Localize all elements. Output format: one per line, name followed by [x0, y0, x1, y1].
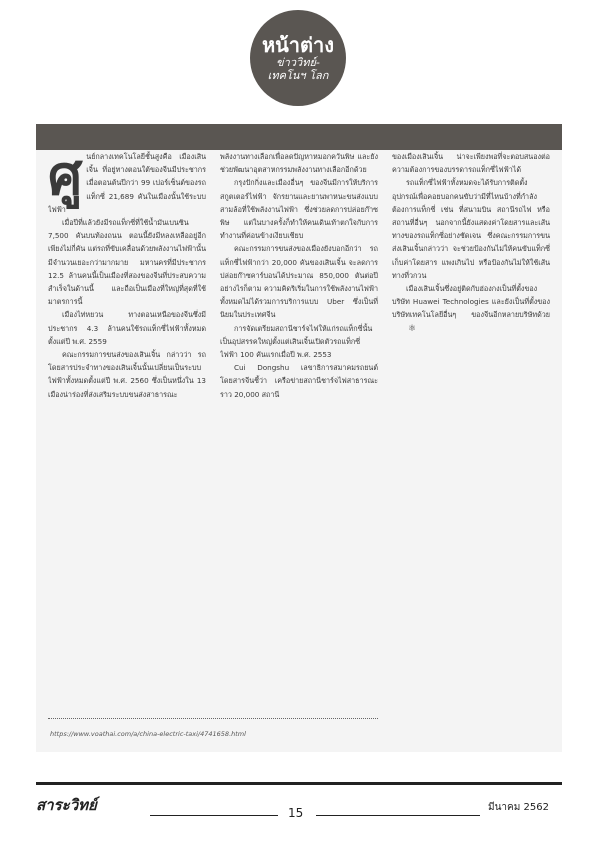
article-paragraph: รถแท็กซี่ไฟฟ้าทั้งหมดจะได้รับการติดตั้งอุปกรณ์เพื่อคอยบอกคนขับว่ามีที่ไหนบ้างที่กำลังต้องการแท็กซี่ เช่น ที่สนามบิน สถานีรถไฟ หรือสถานที่อื่นๆ นอกจากนี้ยังแสดงค่าโดยสารและเส้นทางของรถแท็กซี่อย่างชัดเจน ซึ่งคณะกรรมการขนส่งเสินเจิ้นกล่าวว่า จะช่วยป้องกันไม่ให้คนขับแท็กซี่เก็บค่าโดยสาร แพงเกินไป หรือป้องกันไม่ให้ใช้เส้นทางที่วกวน: [392, 178, 550, 280]
article-column-2: [220, 150, 378, 710]
page-number: 15: [288, 806, 304, 820]
footer-rule-right: [316, 815, 480, 816]
issue-date: มีนาคม 2562: [488, 802, 549, 813]
article-paragraph: เมืองไท่หยวน ทางตอนเหนือของจีนซึ่งมีประชากร 4.3 ล้านคนใช้รถแท็กซี่ไฟฟ้าทั้งหมดตั้งแต่ปี พ.ศ. 2559: [48, 310, 206, 346]
magazine-logo: สาระวิทย์: [36, 796, 97, 814]
article-paragraph: คณะกรรมการขนส่งของเมืองยังบอกอีกว่า รถแท็กซี่ไฟฟ้ากว่า 20,000 คันของเสินเจิ้น จะลดการปล่อยก๊าซคาร์บอนได้ประมาณ 850,000 ตันต่อปี อย่างไรก็ตาม ความคิดริเริ่มในการใช้พลังงานไฟฟ้าทั้งหมดไม่ได้รวมการบริการแบบ Uber ซึ่งเป็นที่นิยมในประเทศจีน: [220, 244, 378, 320]
article-column-1: [48, 150, 206, 710]
source-divider: [48, 718, 378, 719]
article-panel: [36, 124, 562, 752]
section-badge: [250, 10, 346, 106]
article-paragraph: ของเมืองเสินเจิ้น น่าจะเพียงพอที่จะตอบสนองต่อความต้องการของบรรดารถแท็กซี่ไฟฟ้าได้: [392, 152, 550, 175]
article-column-3: [392, 150, 550, 710]
article-paragraph: เมืองเสินเจิ้นซึ่งอยู่ติดกับฮ่องกงเป็นที่ตั้งของบริษัท Huawei Technologies และยังเป็นที่ตั้งของบริษัทเทคโนโลยีอื่นๆ ของจีนอีกหลายบริษัทด้วย⚛: [392, 282, 550, 336]
atom-icon: ⚛: [408, 323, 417, 334]
section-subtitle-1: ข่าววิทย์-: [276, 56, 320, 69]
article-paragraph: Cui Dongshu เลขาธิการสมาคมรถยนต์โดยสารจีนชี้ว่า เครือข่ายสถานีชาร์จไฟสาธารณะราว 20,000 สถานี: [220, 363, 378, 399]
dropcap: ศู: [48, 150, 83, 207]
footer-rule-left: [150, 815, 278, 816]
article-paragraph: พลังงานทางเลือกเพื่อลดปัญหาหมอกควันพิษ และยังช่วยพัฒนาอุตสาหกรรมพลังงานทางเลือกอีกด้วย: [220, 152, 378, 175]
footer-divider: [36, 782, 562, 785]
section-subtitle-2: เทคโนฯ โลก: [267, 69, 329, 82]
section-title: หน้าต่าง: [261, 33, 335, 57]
article-paragraph: กรุงปักกิ่งและเมืองอื่นๆ ของจีนมีการให้บริการสกูตเตอร์ไฟฟ้า จักรยานและยานพาหนะขนส่งแบบสามล้อที่ใช้พลังงานไฟฟ้า ซึ่งช่วยลดการปล่อยก๊าซพิษ แต่ในบางครั้งก็ทำให้คนเดินเท้าตกใจกับการทำงานที่ค่อนข้างเงียบเชียบ: [220, 178, 378, 241]
article-paragraph: เมื่อปีที่แล้วยังมีรถแท็กซี่ที่ใช้น้ำมันเบนซิน 7,500 คันบนท้องถนน ตอนนี้ยังมีหลงเหลืออยู่อีกเพียงไม่กี่คัน แต่รถที่ขับเคลื่อนด้วยพลังงานไฟฟ้านั้นมีจำนวนเยอะกว่ามากมาย มหานครที่มีประชากร 12.5 ล้านคนนี้เป็นเมืองที่สองของจีนที่ประสบความสำเร็จในด้านนี้ และถือเป็นเมืองที่ใหญ่ที่สุดที่ใช้มาตรการนี้: [48, 218, 206, 307]
article-paragraph: ศูนย์กลางเทคโนโลยีชั้นสูงคือ เมืองเสินเจิ้น ที่อยู่ทางตอนใต้ของจีนมีประชากรเมื่อตอนต้นปีกว่า 99 เปอร์เซ็นต์ของรถแท็กซี่ 21,689 คันในเมืองนั้นใช้ระบบไฟฟ้า: [48, 150, 206, 214]
source-link[interactable]: https://www.voathai.com/a/china-electric-taxi/4741658.html: [50, 730, 246, 738]
article-columns: [48, 150, 550, 710]
article-paragraph: คณะกรรมการขนส่งของเสินเจิ้น กล่าวว่า รถโดยสารประจำทางของเสินเจิ้นนั้นเปลี่ยนเป็นระบบไฟฟ้าทั้งหมดตั้งแต่ปี พ.ศ. 2560 ซึ่งเป็นหนึ่งใน 13 เมืองน่าร่องที่ส่งเสริมระบบขนส่งสาธารณะ: [48, 350, 206, 399]
article-paragraph: การจัดเตรียมสถานีชาร์จไฟให้แก่รถแท็กซี่นั้นเป็นอุปสรรคใหญ่ตั้งแต่เสินเจิ้นเปิดตัวรถแท็กซี่ ไฟฟ้า 100 คันแรกเมื่อปี พ.ศ. 2553: [220, 323, 373, 360]
